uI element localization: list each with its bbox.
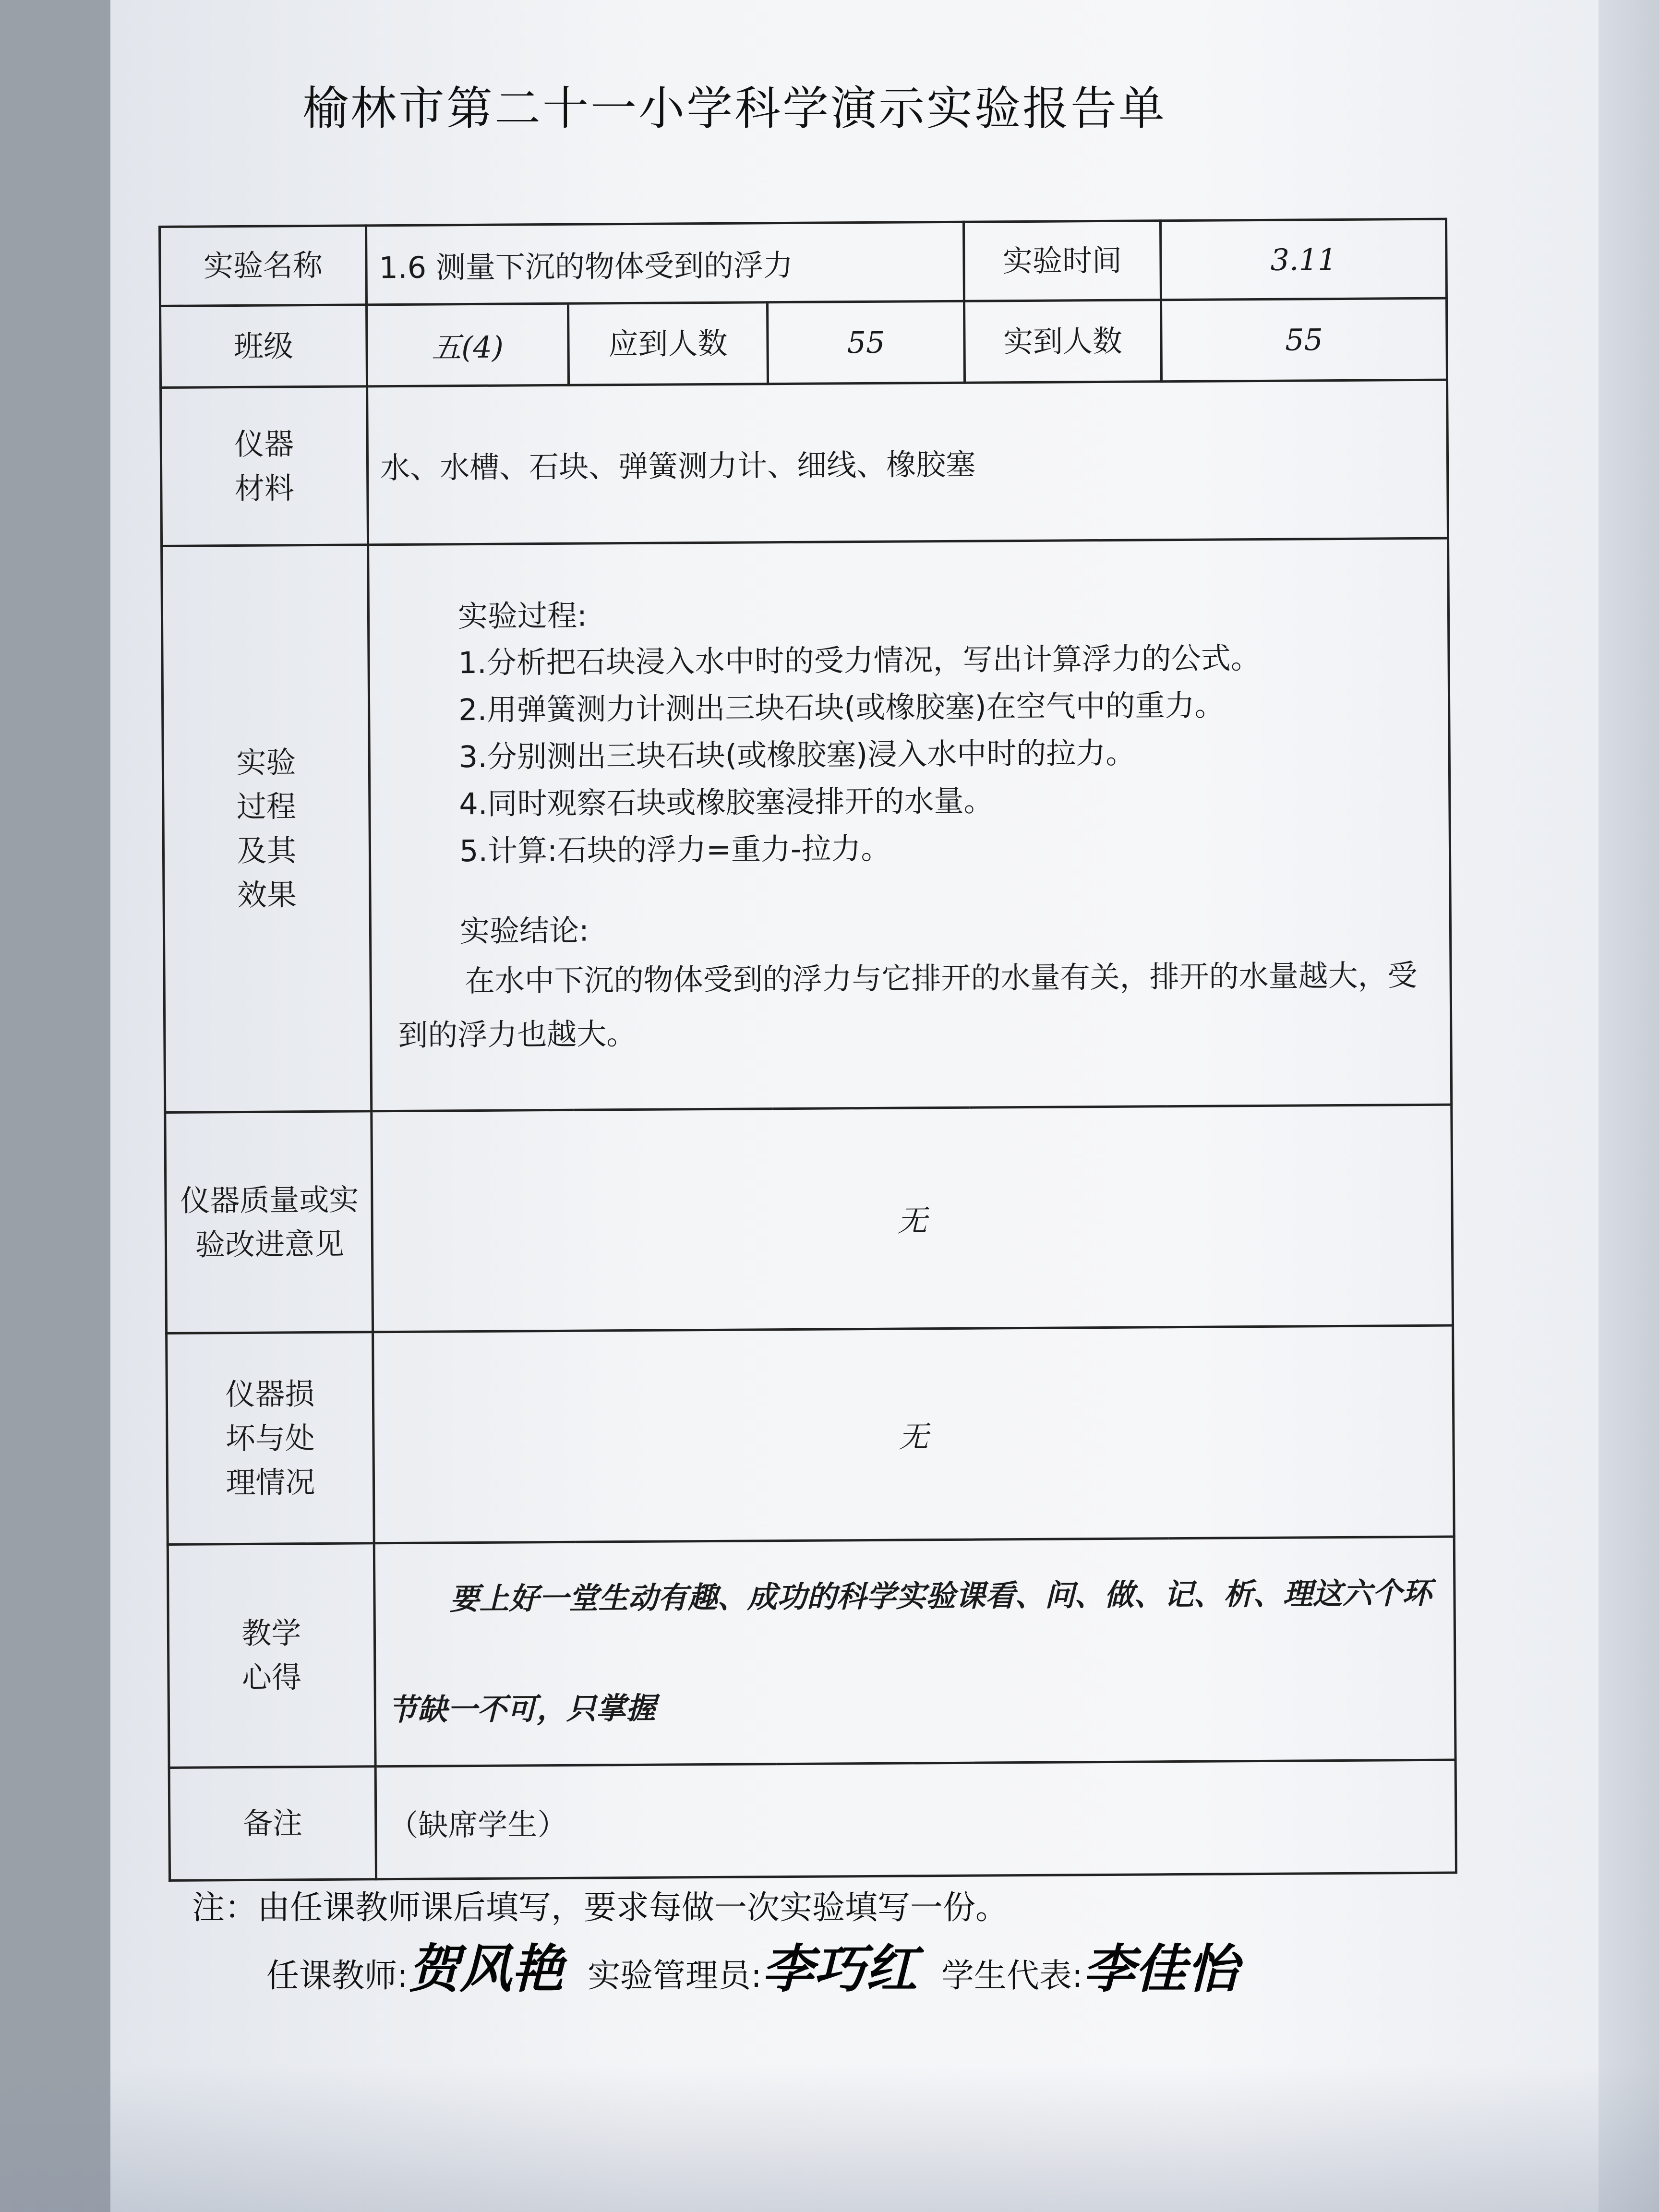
- row-remarks: [169, 1760, 1456, 1880]
- conclusion-text: 在水中下沉的物体受到的浮力与它排开的水量有关，排开的水量越大，受到的浮力也越大。: [398, 957, 1418, 1053]
- label-quality: [165, 1111, 373, 1334]
- value-reflection: 要上好一堂生动有趣、成功的科学实验课看、问、做、记、析、理这六个环节缺一不可，只掌握: [374, 1537, 1455, 1767]
- value-class: 五(4): [367, 303, 569, 386]
- value-damage: 无: [373, 1325, 1455, 1543]
- signature-line: [266, 1927, 1467, 1999]
- label-actual-count: 实到人数: [964, 300, 1162, 383]
- value-expected-count: 55: [767, 301, 964, 384]
- process-step: 1.分析把石块浸入水中时的受力情况，写出计算浮力的公式。: [458, 640, 1261, 680]
- row-materials: [161, 380, 1448, 546]
- process-step: 5.计算:石块的浮力=重力-拉力。: [459, 830, 891, 868]
- label-process: [162, 545, 372, 1113]
- value-remarks: （缺席学生）: [375, 1760, 1456, 1879]
- value-actual-count: 55: [1161, 298, 1447, 382]
- row-process: [162, 538, 1452, 1112]
- footer-note: 注：由任课教师课后填写，要求每做一次实验填写一份。: [192, 1889, 1009, 1927]
- label-experiment-time: 实验时间: [964, 221, 1161, 301]
- label-materials: [161, 386, 368, 546]
- label-materials-text: 仪器材料: [234, 426, 295, 506]
- teacher-label: 任课教师:: [266, 1957, 408, 1995]
- paper-edge: [1599, 0, 1659, 2212]
- page-title: 榆林市第二十一小学科学演示实验报告单: [302, 82, 1166, 135]
- process-step: 3.分别测出三块石块(或橡胶塞)浸入水中时的拉力。: [458, 735, 1136, 774]
- student-signature: 李佳怡: [1082, 1939, 1238, 1999]
- process-heading: 实验过程:: [457, 598, 588, 634]
- value-experiment-name: 1.6 测量下沉的物体受到的浮力: [366, 222, 964, 305]
- row-class: [160, 298, 1447, 387]
- value-materials: 水、水槽、石块、弹簧测力计、细线、橡胶塞: [367, 380, 1448, 545]
- teacher-signature: 贺风艳: [408, 1939, 564, 1999]
- label-damage: [167, 1332, 374, 1545]
- label-class: 班级: [160, 305, 367, 388]
- label-quality-text: 仪器质量或实验改进意见: [180, 1181, 359, 1262]
- label-damage-text: 仪器损坏与处理情况: [225, 1376, 315, 1500]
- label-reflection: [168, 1543, 375, 1768]
- row-damage: [167, 1325, 1455, 1544]
- row-reflection: [168, 1537, 1455, 1767]
- report-table: [158, 218, 1457, 1882]
- process-step: 2.用弹簧测力计测出三块石块(或橡胶塞)在空气中的重力。: [458, 687, 1225, 727]
- manager-signature: 李巧红: [761, 1939, 917, 1999]
- label-reflection-text: 教学心得: [241, 1615, 302, 1695]
- row-quality: [165, 1105, 1453, 1333]
- manager-label: 实验管理员:: [587, 1957, 762, 1995]
- row-experiment-name: [160, 219, 1447, 306]
- value-experiment-time: 3.11: [1161, 219, 1447, 300]
- photo-shadow: [0, 2064, 1659, 2212]
- label-expected-count: 应到人数: [568, 302, 768, 385]
- label-remarks: 备注: [169, 1767, 376, 1881]
- label-process-text: 实验过程及其效果: [236, 744, 297, 913]
- label-experiment-name: 实验名称: [160, 226, 367, 306]
- process-step: 4.同时观察石块或橡胶塞浸排开的水量。: [459, 782, 994, 821]
- value-quality: 无: [372, 1105, 1453, 1332]
- process-cell: [368, 538, 1452, 1111]
- conclusion-heading: 实验结论:: [459, 913, 589, 949]
- student-label: 学生代表:: [941, 1957, 1083, 1995]
